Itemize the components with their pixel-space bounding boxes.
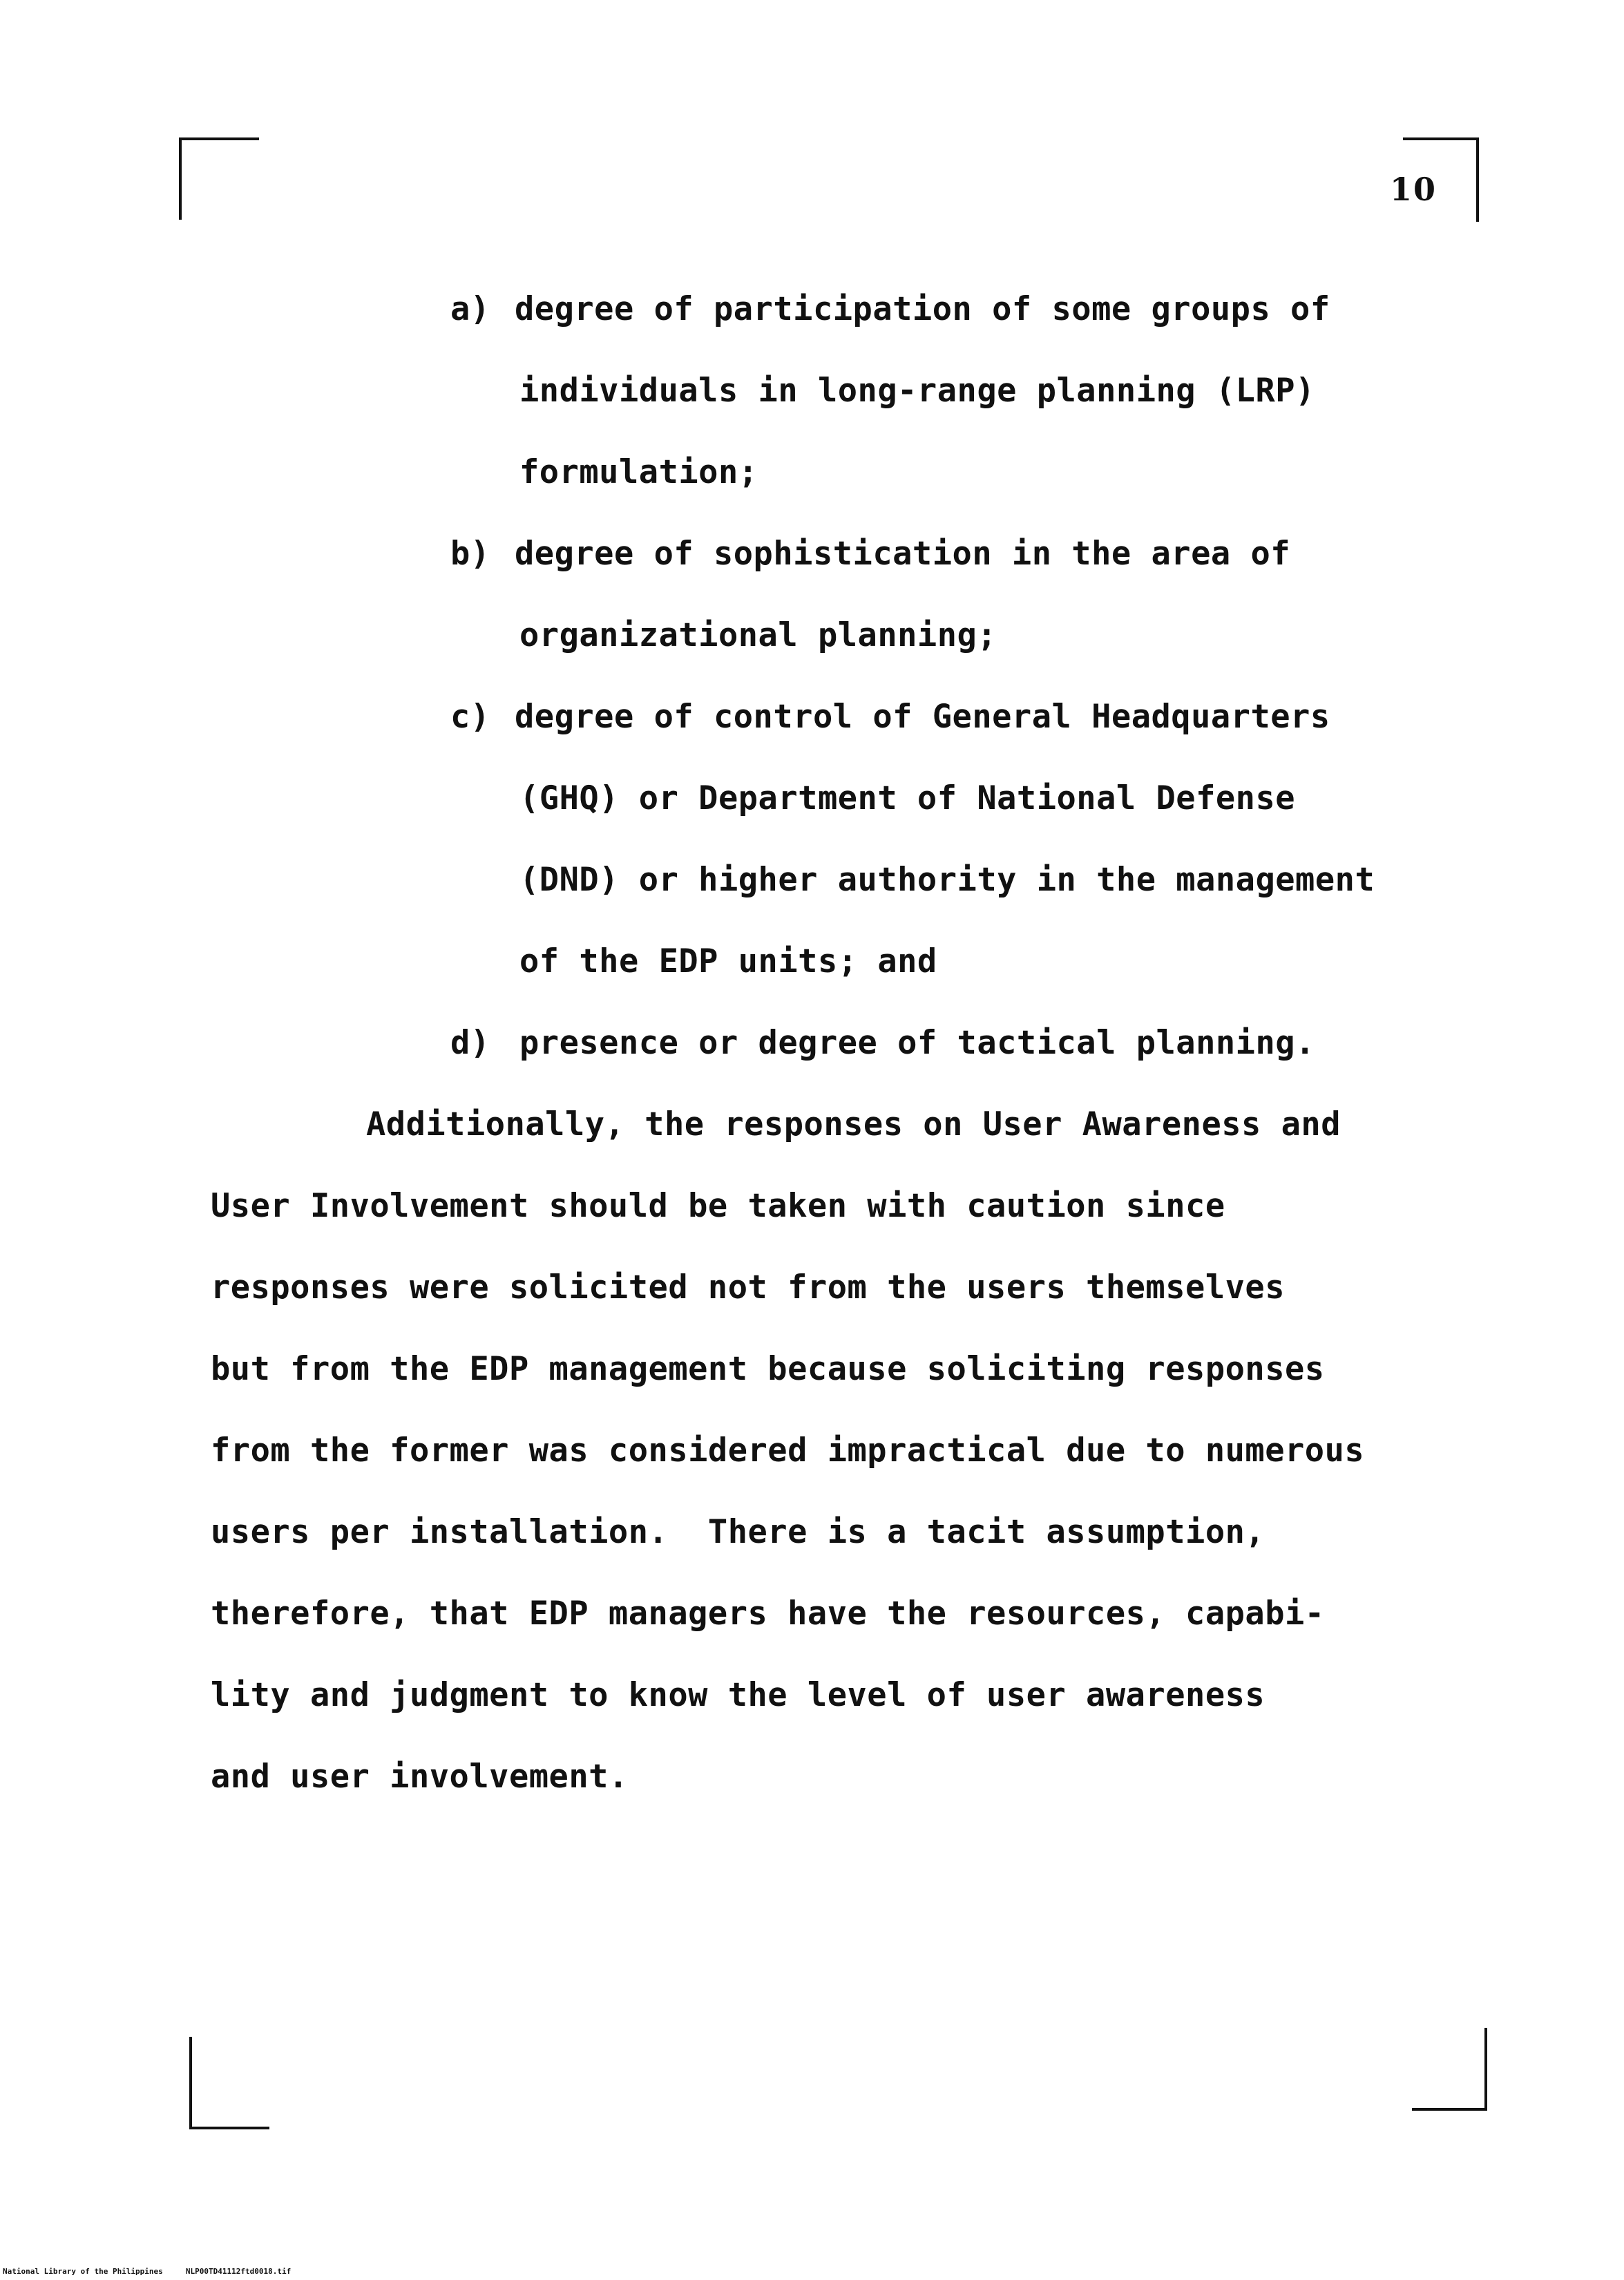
list-item-c-line-1: degree of control of General Headquarters xyxy=(515,698,1330,736)
list-item-d-line-1: presence or degree of tactical planning. xyxy=(519,1024,1315,1062)
footer-library: National Library of the Philippines xyxy=(3,2267,163,2276)
list-item-b-line-1: degree of sophistication in the area of xyxy=(515,535,1291,573)
list-item-b-line-2: organizational planning; xyxy=(519,616,997,654)
list-marker-a: a) xyxy=(450,290,490,328)
scan-footer xyxy=(3,2267,291,2276)
crop-mark-bottom-right xyxy=(1412,2028,1487,2111)
paragraph-line-4: but from the EDP management because soliciting responses xyxy=(211,1350,1325,1388)
paragraph-line-6: users per installation. There is a tacit assumption, xyxy=(211,1513,1265,1551)
paragraph-line-5: from the former was considered impractical due to numerous xyxy=(211,1432,1365,1470)
list-item-a-line-2: individuals in long-range planning (LRP) xyxy=(519,372,1315,410)
paragraph-line-1: Additionally, the responses on User Awareness and xyxy=(366,1105,1341,1143)
crop-mark-bottom-left xyxy=(189,2037,269,2129)
paragraph-line-9: and user involvement. xyxy=(211,1758,629,1796)
list-marker-d: d) xyxy=(450,1024,490,1062)
list-marker-c: c) xyxy=(450,698,490,736)
list-item-a-line-1: degree of participation of some groups of xyxy=(515,290,1330,328)
list-item-c-line-3: (DND) or higher authority in the management xyxy=(519,861,1375,899)
crop-mark-top-left xyxy=(179,137,259,220)
paragraph-line-8: lity and judgment to know the level of user awareness xyxy=(211,1676,1265,1714)
list-marker-b: b) xyxy=(450,535,490,573)
paragraph-line-7: therefore, that EDP managers have the resources, capabi- xyxy=(211,1595,1325,1633)
list-item-c-line-4: of the EDP units; and xyxy=(519,942,937,980)
list-item-c-line-2: (GHQ) or Department of National Defense xyxy=(519,779,1296,817)
paragraph-line-2: User Involvement should be taken with caution since xyxy=(211,1187,1225,1225)
page-number: 10 xyxy=(1390,171,1437,208)
list-item-a-line-3: formulation; xyxy=(519,453,758,491)
paragraph-line-3: responses were solicited not from the users themselves xyxy=(211,1269,1286,1307)
footer-file: NLP00TD41112ftd0018.tif xyxy=(185,2267,292,2276)
